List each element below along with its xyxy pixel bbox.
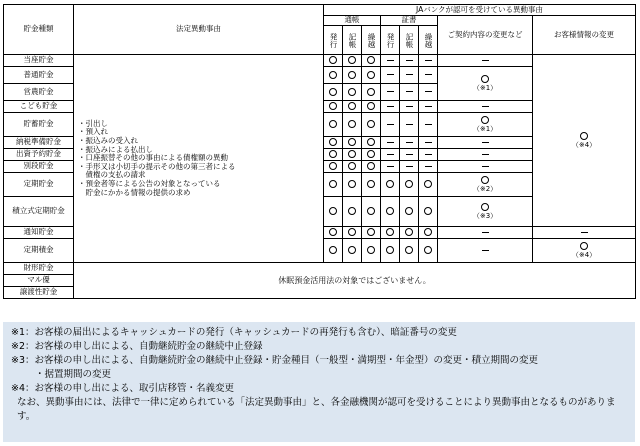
mark-circle — [343, 55, 362, 67]
mark-dash — [381, 55, 400, 67]
mark-dash — [419, 101, 438, 113]
mark-circle — [481, 203, 489, 211]
reason-item: ・振込みによる払出し — [78, 144, 153, 154]
contract-change-cell — [438, 67, 533, 101]
mark-circle — [343, 227, 362, 239]
kind-shusshi: 出資予約貯金 — [4, 149, 74, 161]
kind-tsuuchi: 通知貯金 — [4, 227, 74, 239]
mark-circle — [362, 173, 381, 197]
kind-chochiku: 貯蓄貯金 — [4, 113, 74, 137]
mark-dash — [438, 101, 533, 113]
contract-change-cell — [438, 197, 533, 227]
mark-circle — [362, 67, 381, 84]
mark-circle — [362, 101, 381, 113]
mark-circle — [343, 113, 362, 137]
mark-dash — [419, 67, 438, 84]
header-cert-entry: 記帳 — [400, 26, 419, 55]
mark-circle — [362, 55, 381, 67]
note-1: （※1） — [472, 83, 498, 92]
mark-circle — [343, 173, 362, 197]
mark-circle — [343, 239, 362, 263]
note-2: （※2） — [472, 184, 498, 193]
mark-circle — [580, 242, 588, 250]
mark-dash — [438, 149, 533, 161]
mark-circle — [362, 227, 381, 239]
mark-dash — [400, 113, 419, 137]
reason-item: ・手形又は小切手の提示その他の第三者による — [78, 161, 236, 171]
reason-item: ・預入れ — [78, 127, 108, 137]
kind-futsuu: 普通貯金 — [4, 67, 74, 84]
mark-circle — [381, 197, 400, 227]
note-4: （※4） — [571, 140, 597, 149]
mark-circle — [362, 161, 381, 173]
mark-circle — [324, 173, 343, 197]
mark-circle — [324, 101, 343, 113]
mark-circle — [343, 161, 362, 173]
mark-dash — [400, 101, 419, 113]
mark-circle — [324, 239, 343, 263]
mark-dash — [419, 113, 438, 137]
footnote-3-continued: ・据置期間の変更 — [35, 369, 112, 380]
footnote-1: ※1：お客様の届出によるキャッシュカードの発行（キャッシュカードの再発行も含む）、暗証番号の変更 — [11, 327, 457, 338]
mark-circle — [343, 101, 362, 113]
mark-circle — [419, 227, 438, 239]
not-applicable-note: 休眠預金活用法の対象ではございません。 — [74, 263, 636, 299]
mark-circle — [324, 67, 343, 84]
kind-touza: 当座貯金 — [4, 55, 74, 67]
reason-item: 貯金にかかる情報の提供の求め — [78, 187, 191, 197]
mark-circle — [343, 197, 362, 227]
kind-zaikei: 財形貯金 — [4, 263, 74, 275]
mark-dash — [419, 84, 438, 101]
reason-item: ・預金者等による公告の対象となっている — [78, 179, 221, 189]
mark-circle — [400, 239, 419, 263]
mark-circle — [362, 84, 381, 101]
mark-circle — [362, 239, 381, 263]
header-passbook-entry: 記帳 — [343, 26, 362, 55]
note-3: （※3） — [472, 211, 498, 220]
mark-circle — [343, 149, 362, 161]
mark-dash — [400, 67, 419, 84]
kind-maruyuu: マル優 — [4, 275, 74, 287]
mark-circle — [362, 149, 381, 161]
mark-circle — [481, 75, 489, 83]
mark-circle — [419, 173, 438, 197]
footnote-3: ※3：お客様の申し出による、自動継続貯金の継続中止登録・貯金種目（一般型・満期型・年金型）の変更・積立期間の変更 — [11, 355, 539, 366]
header-kind: 貯金種類 — [4, 5, 74, 55]
kind-einou: 営農貯金 — [4, 84, 74, 101]
mark-dash — [381, 101, 400, 113]
mark-circle — [400, 173, 419, 197]
kind-nouzei: 納税準備貯金 — [4, 137, 74, 149]
mark-circle — [324, 84, 343, 101]
header-passbook-issue: 発行 — [324, 26, 343, 55]
mark-dash — [400, 84, 419, 101]
deposit-change-table — [3, 4, 636, 299]
mark-dash — [438, 161, 533, 173]
header-ja-group: JAバンクが認可を受けている異動事由 — [324, 5, 636, 16]
reason-item: ・引出し — [78, 118, 108, 128]
closing-note: なお、異動事由には、法律で一律に定められている「法定異動事由」と、各金融機関が認可を受けることにより異動事由となるものがあります。 — [17, 397, 616, 422]
header-contract-change: ご契約内容の変更など — [438, 16, 533, 55]
header-customer-change: お客様情報の変更 — [533, 16, 636, 55]
mark-circle — [343, 84, 362, 101]
reason-item: 債権の支払の請求 — [78, 170, 146, 180]
mark-circle — [324, 137, 343, 149]
mark-circle — [362, 137, 381, 149]
mark-dash — [381, 161, 400, 173]
mark-circle — [381, 227, 400, 239]
mark-circle — [419, 239, 438, 263]
mark-dash — [400, 149, 419, 161]
footnote-4: ※4：お客様の申し出による、取引店移管・名義変更 — [11, 383, 235, 394]
contract-change-cell — [438, 113, 533, 137]
mark-dash — [381, 137, 400, 149]
mark-dash — [533, 227, 636, 239]
kind-betsudan: 別段貯金 — [4, 161, 74, 173]
mark-circle — [362, 113, 381, 137]
reason-item: ・振込みの受入れ — [78, 135, 138, 145]
footnote-2: ※2：お客様の申し出による、自動継続貯金の継続中止登録 — [11, 341, 263, 352]
mark-circle — [381, 239, 400, 263]
mark-circle — [324, 55, 343, 67]
mark-dash — [419, 149, 438, 161]
contract-change-cell — [438, 173, 533, 197]
mark-dash — [400, 161, 419, 173]
header-reason: 法定異動事由 — [74, 5, 324, 55]
mark-circle — [324, 149, 343, 161]
mark-circle — [324, 161, 343, 173]
mark-dash — [438, 137, 533, 149]
note-1: （※1） — [472, 124, 498, 133]
footnotes-box — [3, 322, 635, 442]
header-passbook-renew: 繰越 — [362, 26, 381, 55]
customer-change-cell — [533, 55, 636, 227]
kind-teiki: 定期貯金 — [4, 173, 74, 197]
kind-teiki-tsumikin: 定期積金 — [4, 239, 74, 263]
mark-circle — [419, 197, 438, 227]
mark-circle — [324, 197, 343, 227]
mark-dash — [381, 84, 400, 101]
kind-joutosei: 譲渡性貯金 — [4, 287, 74, 299]
kind-tsumitate-teiki: 積立式定期貯金 — [4, 197, 74, 227]
kind-kodomo: こども貯金 — [4, 101, 74, 113]
mark-circle — [324, 113, 343, 137]
mark-circle — [324, 227, 343, 239]
mark-dash — [419, 161, 438, 173]
mark-dash — [381, 113, 400, 137]
mark-circle — [343, 137, 362, 149]
note-4: （※4） — [571, 250, 597, 259]
mark-dash — [438, 55, 533, 67]
header-certificate: 証書 — [381, 16, 438, 26]
mark-circle — [362, 197, 381, 227]
mark-circle — [400, 227, 419, 239]
mark-circle — [400, 197, 419, 227]
header-passbook: 通帳 — [324, 16, 381, 26]
mark-dash — [400, 137, 419, 149]
customer-change-cell — [533, 239, 636, 263]
mark-dash — [419, 55, 438, 67]
header-cert-renew: 繰越 — [419, 26, 438, 55]
mark-dash — [419, 137, 438, 149]
mark-circle — [343, 67, 362, 84]
mark-circle — [481, 176, 489, 184]
legal-reasons-cell — [74, 55, 324, 263]
mark-dash — [381, 149, 400, 161]
mark-dash — [400, 55, 419, 67]
mark-circle — [580, 132, 588, 140]
mark-circle — [381, 173, 400, 197]
mark-circle — [481, 116, 489, 124]
reason-item: ・口座振替その他の事由による債権額の異動 — [78, 153, 228, 163]
header-cert-issue: 発行 — [381, 26, 400, 55]
mark-dash — [381, 67, 400, 84]
mark-dash — [438, 239, 533, 263]
mark-dash — [438, 227, 533, 239]
